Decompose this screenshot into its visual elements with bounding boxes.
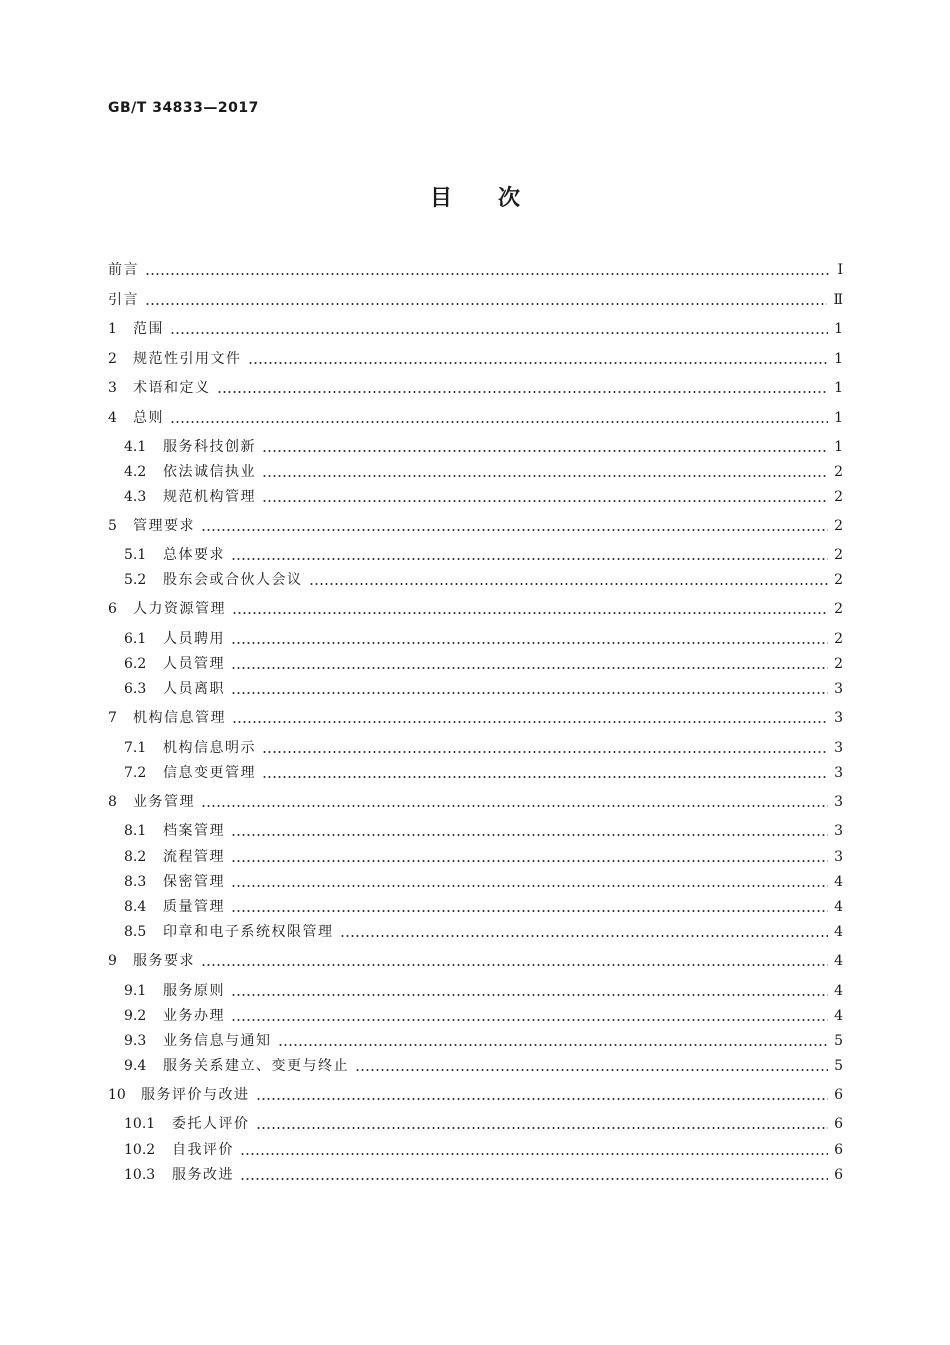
toc-entry-number: 8 bbox=[108, 794, 117, 810]
toc-entry-number: 8.1 bbox=[124, 823, 147, 839]
toc-entry-number: 5.1 bbox=[124, 547, 147, 563]
toc-entry-page: Ⅰ bbox=[837, 262, 843, 278]
toc-leader-dots bbox=[231, 910, 828, 912]
toc-entry-page: 4 bbox=[834, 983, 843, 999]
toc-entry-page: 2 bbox=[834, 601, 843, 617]
document-id: GB/T 34833—2017 bbox=[108, 100, 259, 116]
toc-entry[interactable] bbox=[108, 678, 843, 700]
toc-entry-page: 4 bbox=[834, 1008, 843, 1024]
toc-entry-page: 4 bbox=[834, 924, 843, 940]
toc-leader-dots bbox=[231, 667, 828, 669]
toc-entry-label: 服务原则 bbox=[163, 983, 225, 999]
toc-leader-dots bbox=[262, 500, 828, 502]
toc-entry-page: 2 bbox=[834, 547, 843, 563]
toc-leader-dots bbox=[201, 964, 828, 966]
toc-entry-number: 9.3 bbox=[124, 1033, 147, 1049]
toc-entry-page: 3 bbox=[834, 849, 843, 865]
toc-entry-label: 管理要求 bbox=[133, 518, 195, 534]
toc-entry-number: 8.5 bbox=[124, 924, 147, 940]
toc-leader-dots bbox=[232, 721, 828, 723]
toc-entry[interactable] bbox=[108, 653, 843, 675]
toc-leader-dots bbox=[262, 450, 828, 452]
toc-leader-dots bbox=[231, 994, 828, 996]
toc-entry[interactable] bbox=[108, 896, 843, 918]
toc-entry-page: 5 bbox=[834, 1033, 843, 1049]
toc-entry-page: 3 bbox=[834, 681, 843, 697]
toc-entry-page: 3 bbox=[834, 823, 843, 839]
toc-leader-dots bbox=[217, 391, 829, 393]
toc-entry-page: 4 bbox=[834, 953, 843, 969]
toc-leader-dots bbox=[248, 362, 829, 364]
toc-entry-number: 10.3 bbox=[124, 1167, 156, 1183]
toc-entry-label: 人员离职 bbox=[163, 681, 225, 697]
toc-entry-number: 10.2 bbox=[124, 1142, 156, 1158]
toc-entry-page: 3 bbox=[834, 710, 843, 726]
toc-entry[interactable] bbox=[108, 737, 843, 759]
toc-entry-page: 6 bbox=[834, 1142, 843, 1158]
toc-leader-dots bbox=[231, 860, 828, 862]
toc-leader-dots bbox=[278, 1044, 829, 1046]
toc-entry-number: 6.3 bbox=[124, 681, 147, 697]
toc-entry-label: 前言 bbox=[108, 262, 139, 278]
toc-entry-label: 股东会或合伙人会议 bbox=[163, 572, 303, 588]
toc-leader-dots bbox=[355, 1069, 828, 1071]
toc-entry-label: 规范性引用文件 bbox=[133, 351, 242, 367]
toc-leader-dots bbox=[145, 303, 827, 305]
toc-entry-page: 1 bbox=[834, 380, 843, 396]
toc-entry-page: 2 bbox=[834, 464, 843, 480]
toc-leader-dots bbox=[262, 751, 828, 753]
toc-entry[interactable] bbox=[108, 980, 843, 1002]
toc-entry-page: 2 bbox=[834, 489, 843, 505]
toc-entry[interactable] bbox=[108, 1055, 843, 1077]
toc-entry-number: 3 bbox=[108, 380, 117, 396]
toc-entry-number: 5.2 bbox=[124, 572, 147, 588]
toc-entry-page: 3 bbox=[834, 740, 843, 756]
toc-entry-number: 9.2 bbox=[124, 1008, 147, 1024]
toc-entry-number: 1 bbox=[108, 321, 117, 337]
toc-entry-page: 1 bbox=[834, 321, 843, 337]
toc-entry-number: 7.1 bbox=[124, 740, 147, 756]
toc-entry-page: 3 bbox=[834, 765, 843, 781]
toc-leader-dots bbox=[340, 935, 829, 937]
toc-entry-label: 总体要求 bbox=[163, 547, 225, 563]
toc-entry[interactable] bbox=[108, 791, 843, 813]
toc-entry[interactable] bbox=[108, 486, 843, 508]
toc-entry-label: 业务信息与通知 bbox=[163, 1033, 272, 1049]
toc-entry[interactable] bbox=[108, 921, 843, 943]
toc-entry-label: 术语和定义 bbox=[133, 380, 211, 396]
toc-entry-page: 4 bbox=[834, 874, 843, 890]
toc-entry-page: 6 bbox=[834, 1116, 843, 1132]
toc-entry-label: 服务评价与改进 bbox=[141, 1087, 250, 1103]
toc-entry-number: 9 bbox=[108, 953, 117, 969]
toc-leader-dots bbox=[231, 642, 828, 644]
toc-entry[interactable] bbox=[108, 544, 843, 566]
toc-entry-label: 委托人评价 bbox=[172, 1116, 250, 1132]
toc-entry-label: 依法诚信执业 bbox=[163, 464, 256, 480]
toc-entry[interactable] bbox=[108, 407, 843, 429]
toc-leader-dots bbox=[170, 421, 828, 423]
toc-entry-label: 引言 bbox=[108, 292, 139, 308]
toc-entry[interactable] bbox=[108, 569, 843, 591]
toc-entry-number: 6.2 bbox=[124, 656, 147, 672]
toc-entry-page: 2 bbox=[834, 656, 843, 672]
toc-leader-dots bbox=[231, 558, 828, 560]
toc-entry-number: 4.3 bbox=[124, 489, 147, 505]
toc-entry-label: 服务关系建立、变更与终止 bbox=[163, 1058, 349, 1074]
toc-entry-page: 1 bbox=[834, 410, 843, 426]
toc-entry-page: 2 bbox=[834, 572, 843, 588]
toc-entry[interactable] bbox=[108, 436, 843, 458]
toc-entry-label: 自我评价 bbox=[172, 1142, 234, 1158]
toc-entry-label: 业务管理 bbox=[133, 794, 195, 810]
toc-leader-dots bbox=[256, 1098, 829, 1100]
toc-entry-number: 6.1 bbox=[124, 631, 147, 647]
toc-entry-label: 规范机构管理 bbox=[163, 489, 256, 505]
toc-entry[interactable] bbox=[108, 1084, 843, 1106]
toc-entry[interactable] bbox=[108, 515, 843, 537]
toc-leader-dots bbox=[256, 1127, 829, 1129]
toc-entry-number: 8.4 bbox=[124, 899, 147, 915]
toc-entry-page: 2 bbox=[834, 631, 843, 647]
toc-entry[interactable] bbox=[108, 1005, 843, 1027]
toc-entry-number: 9.1 bbox=[124, 983, 147, 999]
toc-entry[interactable] bbox=[108, 598, 843, 620]
toc-leader-dots bbox=[240, 1153, 828, 1155]
toc-leader-dots bbox=[170, 332, 828, 334]
toc-entry[interactable] bbox=[108, 1113, 843, 1135]
toc-entry-number: 8.2 bbox=[124, 849, 147, 865]
toc-entry-label: 流程管理 bbox=[163, 849, 225, 865]
toc-entry-page: 2 bbox=[834, 518, 843, 534]
toc-entry-number: 9.4 bbox=[124, 1058, 147, 1074]
toc-entry-label: 人力资源管理 bbox=[133, 601, 226, 617]
toc-entry[interactable] bbox=[108, 259, 843, 281]
toc-entry[interactable] bbox=[108, 377, 843, 399]
toc-entry-label: 服务科技创新 bbox=[163, 439, 256, 455]
toc-entry-label: 机构信息明示 bbox=[163, 740, 256, 756]
toc-entry-number: 7.2 bbox=[124, 765, 147, 781]
toc-entry[interactable] bbox=[108, 950, 843, 972]
toc-entry-label: 机构信息管理 bbox=[133, 710, 226, 726]
toc-entry-label: 信息变更管理 bbox=[163, 765, 256, 781]
toc-entry-number: 8.3 bbox=[124, 874, 147, 890]
toc-entry-page: 3 bbox=[834, 794, 843, 810]
toc-entry-page: 5 bbox=[834, 1058, 843, 1074]
toc-leader-dots bbox=[240, 1178, 828, 1180]
toc-entry-page: Ⅱ bbox=[833, 292, 843, 308]
toc-entry[interactable] bbox=[108, 348, 843, 370]
toc-entry[interactable] bbox=[108, 318, 843, 340]
toc-entry[interactable] bbox=[108, 871, 843, 893]
toc-entry-number: 7 bbox=[108, 710, 117, 726]
toc-leader-dots bbox=[231, 885, 828, 887]
toc-entry-label: 总则 bbox=[133, 410, 164, 426]
toc-leader-dots bbox=[201, 805, 828, 807]
toc-leader-dots bbox=[262, 475, 828, 477]
toc-entry-page: 1 bbox=[834, 439, 843, 455]
toc-entry[interactable] bbox=[108, 461, 843, 483]
toc-entry-page: 6 bbox=[834, 1087, 843, 1103]
toc-entry-number: 4.2 bbox=[124, 464, 147, 480]
toc-entry-label: 保密管理 bbox=[163, 874, 225, 890]
toc-entry-label: 档案管理 bbox=[163, 823, 225, 839]
toc-entry-number: 5 bbox=[108, 518, 117, 534]
toc-entry[interactable] bbox=[108, 1030, 843, 1052]
toc-entry-page: 4 bbox=[834, 899, 843, 915]
toc-entry[interactable] bbox=[108, 628, 843, 650]
toc-entry[interactable] bbox=[108, 1164, 843, 1186]
toc-leader-dots bbox=[262, 776, 828, 778]
toc-entry-page: 1 bbox=[834, 351, 843, 367]
toc-entry-label: 服务改进 bbox=[172, 1167, 234, 1183]
toc-entry-number: 10 bbox=[108, 1087, 126, 1103]
toc-entry-number: 4 bbox=[108, 410, 117, 426]
toc-leader-dots bbox=[231, 692, 828, 694]
toc-entry[interactable] bbox=[108, 846, 843, 868]
toc-entry-label: 人员聘用 bbox=[163, 631, 225, 647]
toc-entry[interactable] bbox=[108, 1139, 843, 1161]
toc-leader-dots bbox=[232, 612, 828, 614]
toc-entry-label: 范围 bbox=[133, 321, 164, 337]
toc-entry-number: 6 bbox=[108, 601, 117, 617]
toc-entry-label: 业务办理 bbox=[163, 1008, 225, 1024]
toc-leader-dots bbox=[231, 1019, 828, 1021]
toc-entry-label: 人员管理 bbox=[163, 656, 225, 672]
toc-entry-number: 2 bbox=[108, 351, 117, 367]
toc-leader-dots bbox=[201, 529, 828, 531]
toc-entry-number: 10.1 bbox=[124, 1116, 156, 1132]
toc-entry-page: 6 bbox=[834, 1167, 843, 1183]
toc-entry[interactable] bbox=[108, 289, 843, 311]
toc-entry[interactable] bbox=[108, 762, 843, 784]
toc-entry-number: 4.1 bbox=[124, 439, 147, 455]
toc-entry-label: 质量管理 bbox=[163, 899, 225, 915]
toc-leader-dots bbox=[145, 273, 829, 275]
toc-entry[interactable] bbox=[108, 820, 843, 842]
toc-leader-dots bbox=[309, 583, 829, 585]
toc-entry-label: 印章和电子系统权限管理 bbox=[163, 924, 334, 940]
toc-entry-label: 服务要求 bbox=[133, 953, 195, 969]
toc-leader-dots bbox=[231, 834, 828, 836]
toc-entry[interactable] bbox=[108, 707, 843, 729]
page-title: 目次 bbox=[429, 186, 566, 211]
